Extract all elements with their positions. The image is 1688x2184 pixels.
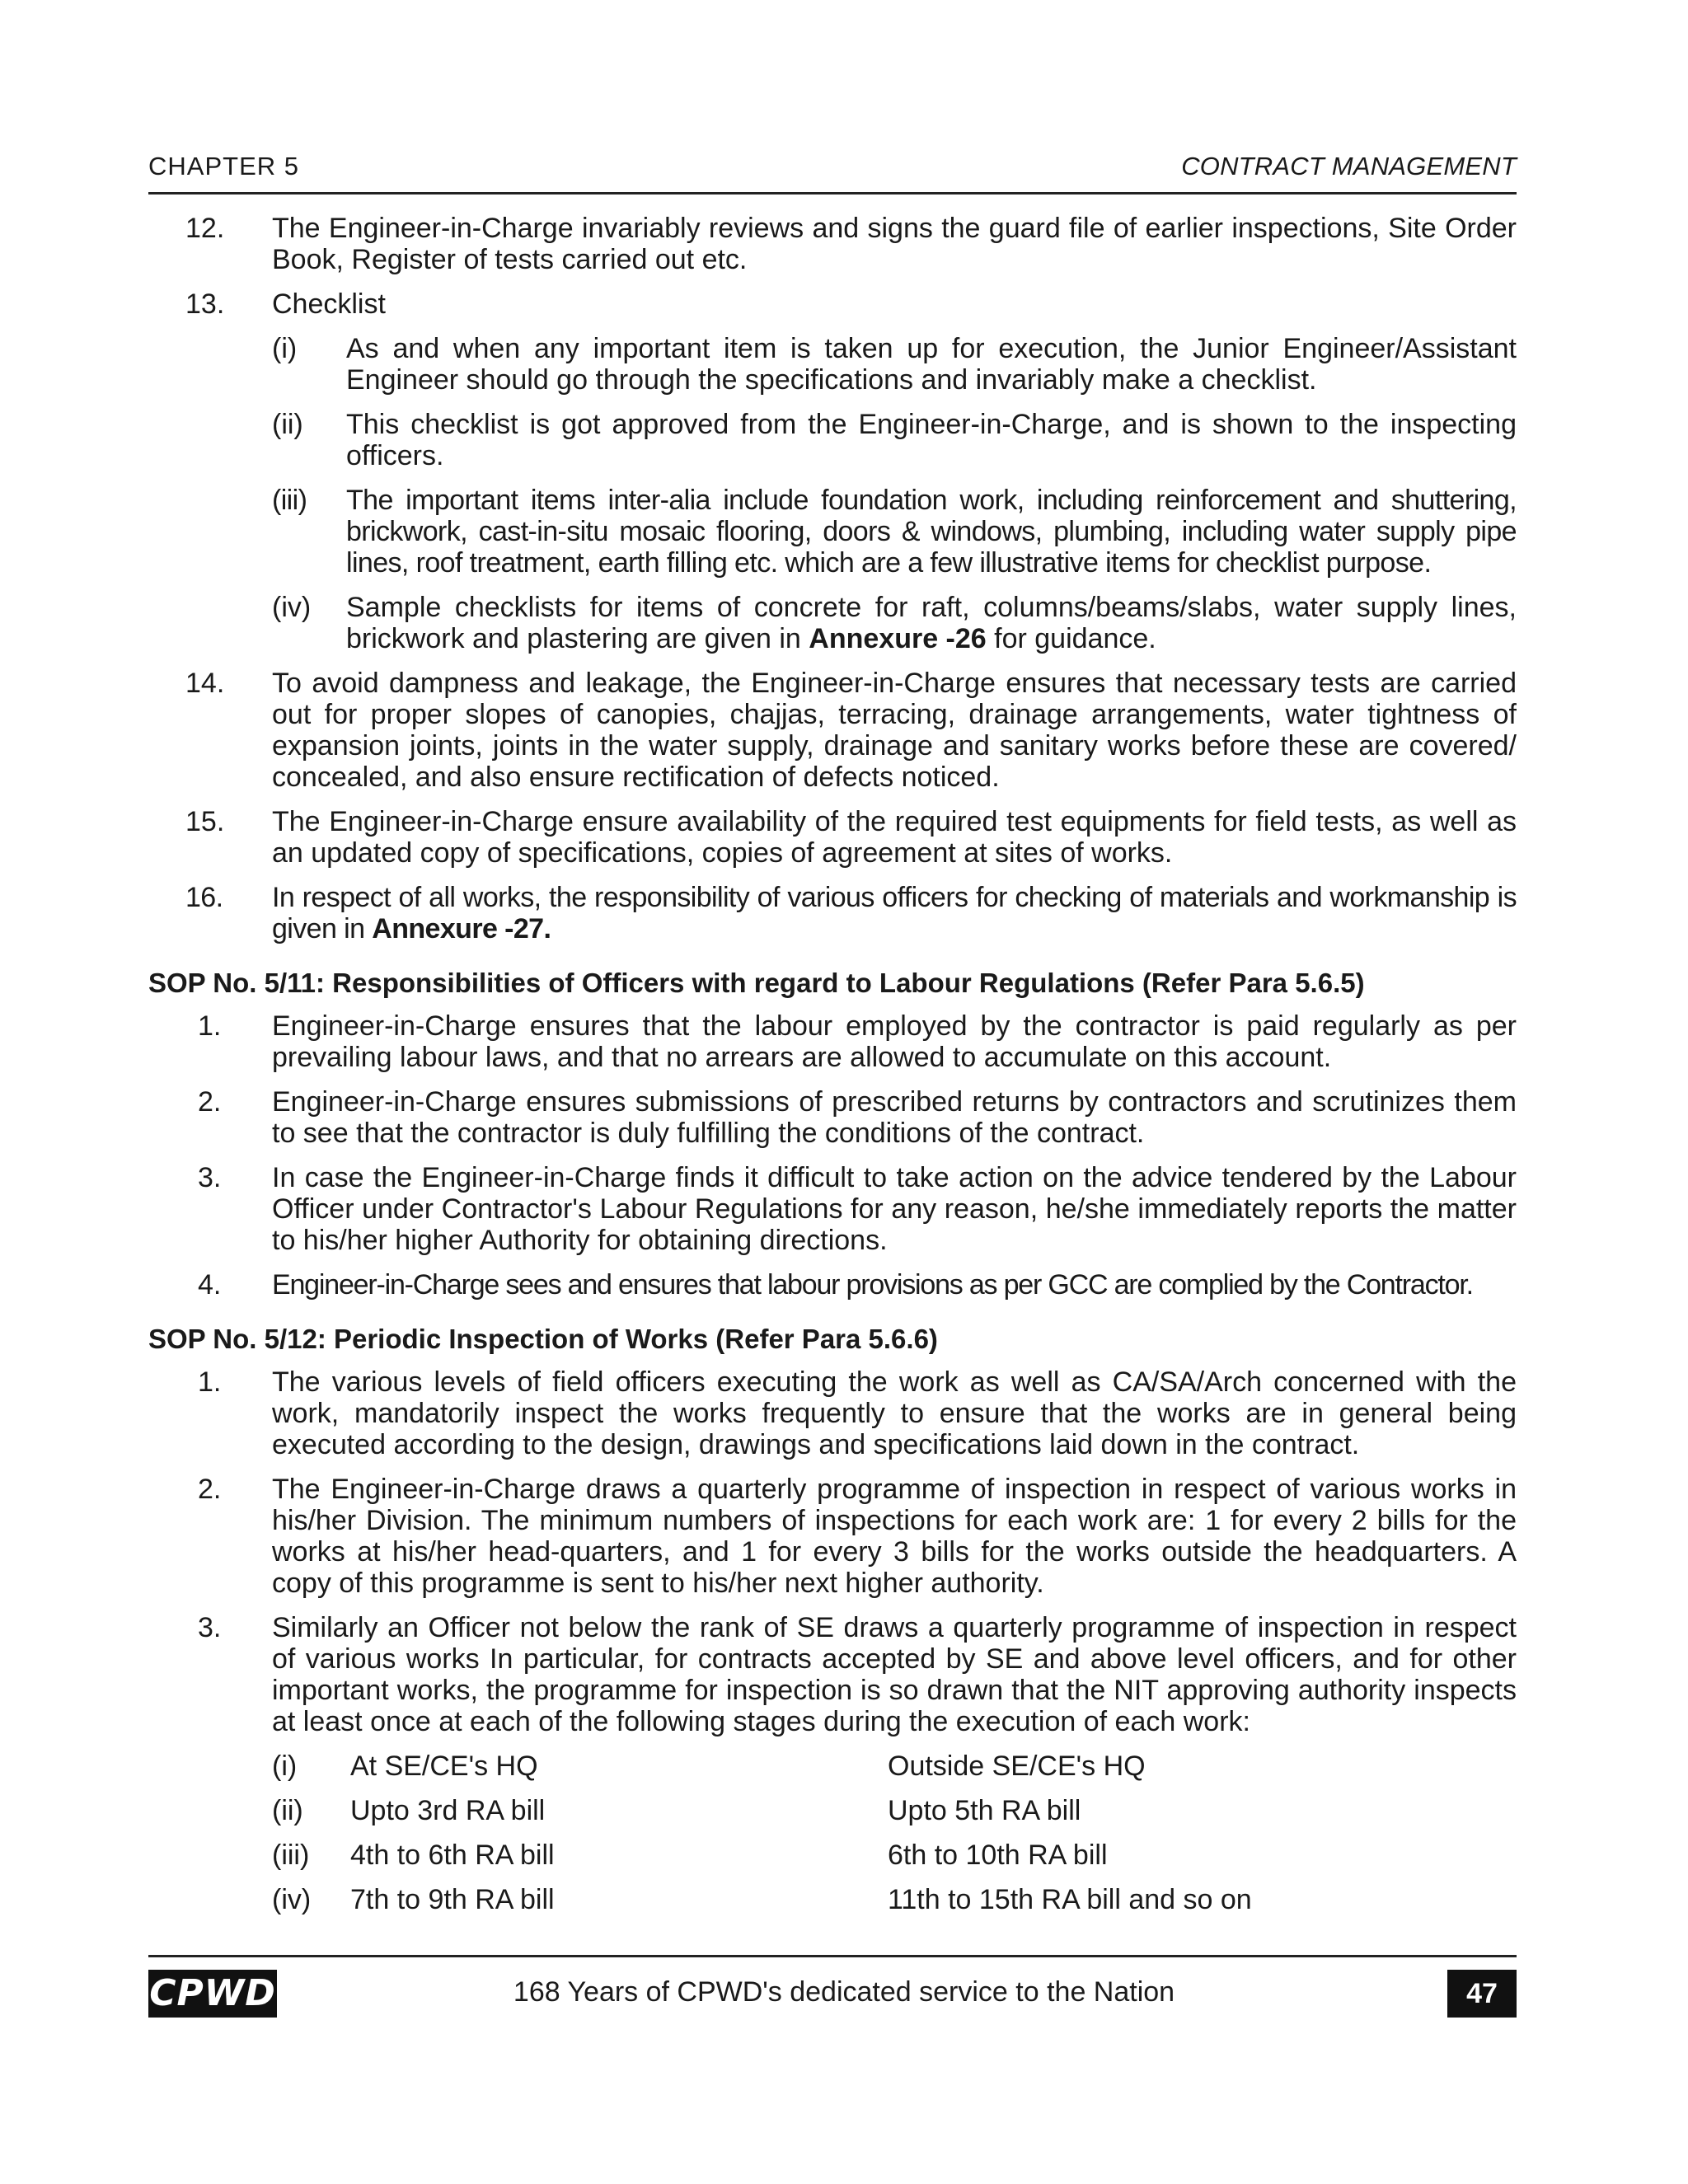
checklist-text: Sample checklists for items of concrete for raft, columns/beams/slabs, water supply lines, brickwork and plastering are given in: [346, 592, 1517, 654]
checklist-item: [148, 592, 1517, 654]
checklist-item: [148, 409, 1517, 471]
page-body: [148, 213, 1517, 1929]
item-text: The Engineer-in-Charge ensure availability of the required test equipments for field tests, as well as an updated copy of specifications, copies of agreement at sites of works.: [272, 806, 1517, 869]
sop-item: [148, 1086, 1517, 1149]
stage-outside-hq: Upto 5th RA bill: [888, 1795, 1081, 1826]
sop-item: [148, 1366, 1517, 1460]
list-item: [148, 882, 1517, 944]
checklist-text: As and when any important item is taken up for execution, the Junior Engineer/Assistant Engineer should go through the specifications and invariably make a checklist.: [346, 333, 1517, 396]
stage-hq: 7th to 9th RA bill: [350, 1884, 555, 1915]
item-number: 3.: [198, 1162, 222, 1193]
item-number: 1.: [198, 1366, 222, 1398]
roman-numeral: (iii): [272, 485, 307, 516]
checklist-item: [148, 485, 1517, 579]
item-text: Engineer-in-Charge sees and ensures that labour provisions as per GCC are complied by the Contractor.: [272, 1269, 1473, 1301]
header-rule: [148, 192, 1517, 194]
cpwd-logo: CPWD: [148, 1970, 277, 2018]
roman-numeral: (ii): [272, 1795, 303, 1826]
annexure-26-reference: Annexure -26: [809, 623, 987, 654]
footer-rule: [148, 1955, 1517, 1957]
inspection-stage-row: [148, 1795, 1517, 1840]
item-text: The Engineer-in-Charge invariably reviews and signs the guard file of earlier inspections, Site Order Book, Register of tests carried out etc.: [272, 213, 1517, 275]
roman-numeral: (iv): [272, 592, 312, 623]
annexure-27-reference: Annexure -27.: [372, 913, 551, 944]
item-number: 16.: [185, 882, 223, 913]
roman-numeral: (iii): [272, 1840, 310, 1871]
item-number: 12.: [185, 213, 225, 244]
item-number: 13.: [185, 288, 225, 320]
sop-item: [148, 1010, 1517, 1073]
roman-numeral: (ii): [272, 409, 303, 440]
roman-numeral: (iv): [272, 1884, 312, 1915]
item-number: 2.: [198, 1474, 222, 1505]
stage-hq: Upto 3rd RA bill: [350, 1795, 546, 1826]
roman-numeral: (i): [272, 333, 298, 364]
checklist-text-tail: for guidance.: [986, 623, 1156, 654]
footer-tagline: 168 Years of CPWD's dedicated service to the Nation: [513, 1976, 1175, 2008]
list-item: [148, 288, 1517, 320]
item-number: 2.: [198, 1086, 222, 1118]
item-number: 3.: [198, 1612, 222, 1643]
sop-item: [148, 1162, 1517, 1256]
sop-item: [148, 1612, 1517, 1737]
item-text: In case the Engineer-in-Charge finds it difficult to take action on the advice tendered by the Labour Officer under Contractor's Labour Regulations for any reason, he/she immediately reports the matter to his/her higher Authority for obtaining directions.: [272, 1162, 1517, 1256]
sop-12-heading: SOP No. 5/12: Periodic Inspection of Works (Refer Para 5.6.6): [148, 1324, 938, 1354]
page-number: 47: [1447, 1970, 1517, 2018]
stage-outside-hq: 6th to 10th RA bill: [888, 1840, 1108, 1871]
item-text: Engineer-in-Charge ensures submissions of prescribed returns by contractors and scrutinizes them to see that the contractor is duly fulfilling the conditions of the contract.: [272, 1086, 1517, 1149]
inspection-stage-row: [148, 1884, 1517, 1929]
stage-hq: At SE/CE's HQ: [350, 1750, 538, 1782]
stage-outside-hq: Outside SE/CE's HQ: [888, 1750, 1146, 1782]
checklist-item: [148, 333, 1517, 396]
item-text: To avoid dampness and leakage, the Engineer-in-Charge ensures that necessary tests are carried out for proper slopes of canopies, chajjas, terracing, drainage arrangements, water tightness of expansion joints, joints in the water supply, drainage and sanitary works before these are covered/ concealed, and also ensure rectification of defects noticed.: [272, 668, 1517, 793]
checklist-text: This checklist is got approved from the Engineer-in-Charge, and is shown to the inspecting officers.: [346, 409, 1517, 471]
item-number: 14.: [185, 668, 225, 699]
item-text: Engineer-in-Charge ensures that the labour employed by the contractor is paid regularly as per prevailing labour laws, and that no arrears are allowed to accumulate on this account.: [272, 1010, 1517, 1073]
page-header: [148, 142, 1517, 181]
item-number: 15.: [185, 806, 225, 837]
inspection-stage-row: [148, 1750, 1517, 1795]
item-text: In respect of all works, the responsibility of various officers for checking of materials and workmanship is given in: [272, 882, 1517, 944]
chapter-title: CONTRACT MANAGEMENT: [1181, 152, 1517, 180]
roman-numeral: (i): [272, 1750, 298, 1782]
chapter-label: CHAPTER 5: [148, 152, 299, 180]
list-item: [148, 213, 1517, 275]
item-number: 1.: [198, 1010, 222, 1042]
checklist-text: The important items inter-alia include foundation work, including reinforcement and shuttering, brickwork, cast-in-situ mosaic flooring, doors & windows, plumbing, including water supply pipe lines, roof treatment, earth filling etc. which are a few illustrative items for checklist purpose.: [346, 485, 1517, 579]
sop-item: [148, 1269, 1517, 1301]
item-text: The Engineer-in-Charge draws a quarterly programme of inspection in respect of various works in his/her Division. The minimum numbers of inspections for each work are: 1 for every 2 bills for the works at his/her head-quarters, and 1 for every 3 bills for the works outside the headquarters. A copy of this programme is sent to his/her next higher authority.: [272, 1474, 1517, 1599]
inspection-stage-row: [148, 1840, 1517, 1884]
stage-outside-hq: 11th to 15th RA bill and so on: [888, 1884, 1252, 1915]
list-item: [148, 668, 1517, 793]
item-text: Checklist: [272, 288, 386, 320]
item-text: Similarly an Officer not below the rank of SE draws a quarterly programme of inspection in respect of various works In particular, for contracts accepted by SE and above level officers, and for other important works, the programme for inspection is so drawn that the NIT approving authority inspects at least once at each of the following stages during the execution of each work:: [272, 1612, 1517, 1737]
sop-item: [148, 1474, 1517, 1599]
stage-hq: 4th to 6th RA bill: [350, 1840, 555, 1871]
sop-11-heading: SOP No. 5/11: Responsibilities of Officers with regard to Labour Regulations (Refer Para 5.6.5): [148, 968, 1365, 998]
item-text: The various levels of field officers executing the work as well as CA/SA/Arch concerned with the work, mandatorily inspect the works frequently to ensure that the works are in general being executed according to the design, drawings and specifications laid down in the contract.: [272, 1366, 1517, 1460]
list-item: [148, 806, 1517, 869]
item-number: 4.: [198, 1269, 222, 1301]
